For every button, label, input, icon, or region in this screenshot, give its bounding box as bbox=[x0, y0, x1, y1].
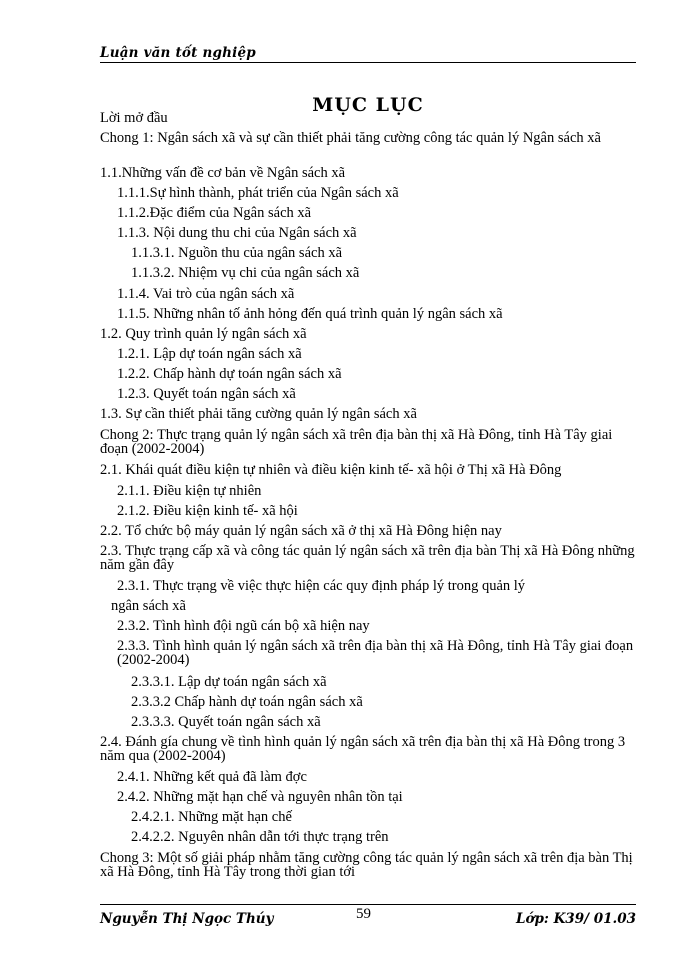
toc-entry: Chong 2: Thực trạng quản lý ngân sách xã trên địa bàn thị xã Hà Đông, tỉnh Hà Tây giai đoạn (2002-2004) bbox=[100, 427, 613, 457]
footer-author: Nguyễn Thị Ngọc Thúy bbox=[100, 911, 274, 927]
toc-entry: 1.1.1.Sự hình thành, phát triển của Ngân sách xã bbox=[117, 185, 399, 201]
toc-entry: 1.1.Những vấn đề cơ bản về Ngân sách xã bbox=[100, 165, 346, 181]
toc-entry: 2.3.3.2 Chấp hành dự toán ngân sách xã bbox=[131, 694, 363, 710]
toc-entry: 2.1. Khái quát điều kiện tự nhiên và điều kiện kinh tế- xã hội ở Thị xã Hà Đông bbox=[100, 462, 562, 478]
toc-entry: 2.3.3.1. Lập dự toán ngân sách xã bbox=[131, 674, 327, 690]
toc-entry: 1.2.2. Chấp hành dự toán ngân sách xã bbox=[117, 366, 342, 382]
toc-entry: 2.3. Thực trạng cấp xã và công tác quản lý ngân sách xã trên địa bàn Thị xã Hà Đông những năm gần đây bbox=[100, 543, 635, 573]
toc-entry: 1.1.3. Nội dung thu chi của Ngân sách xã bbox=[117, 225, 357, 241]
page-title: MỤC LỤC bbox=[312, 94, 424, 116]
toc-entry: 2.4.1. Những kết quả đã làm đợc bbox=[117, 769, 307, 785]
toc-entry: 2.3.3.3. Quyết toán ngân sách xã bbox=[131, 714, 321, 730]
toc-entry: Chong 3: Một số giải pháp nhằm tăng cường công tác quản lý ngân sách xã trên địa bàn Thị xã Hà Đông, tỉnh Hà Tây trong thời gian tới bbox=[100, 850, 633, 880]
toc-entry: 1.2.3. Quyết toán ngân sách xã bbox=[117, 386, 296, 402]
toc-entry: 2.4.2.2. Nguyên nhân dẫn tới thực trạng trên bbox=[131, 829, 389, 845]
toc-entry: ngân sách xã bbox=[111, 598, 186, 614]
toc-entry: 2.3.1. Thực trạng về việc thực hiện các quy định pháp lý trong quản lý bbox=[117, 578, 526, 594]
toc-entry: 2.4.2. Những mặt hạn chế và nguyên nhân tồn tại bbox=[117, 789, 403, 805]
toc-entry: 2.3.2. Tình hình đội ngũ cán bộ xã hiện nay bbox=[117, 618, 370, 634]
toc-entry: 2.4.2.1. Những mặt hạn chế bbox=[131, 809, 292, 825]
toc-entry: 1.1.3.2. Nhiệm vụ chi của ngân sách xã bbox=[131, 265, 360, 281]
footer-class-label: Lớp: K39/ 01.03 bbox=[515, 911, 636, 927]
page-header bbox=[100, 42, 636, 63]
toc-entry: Lời mở đầu bbox=[100, 110, 168, 126]
toc-entry: 2.4. Đánh gía chung về tình hình quản lý ngân sách xã trên địa bàn thị xã Hà Đông trong 3 năm qua (2002-2004) bbox=[100, 734, 626, 764]
toc-entry: 1.1.4. Vai trò của ngân sách xã bbox=[117, 286, 295, 302]
footer-divider bbox=[100, 904, 636, 905]
page-number: 59 bbox=[356, 906, 371, 922]
toc-entry: 1.1.5. Những nhân tố ảnh hỏng đến quá trình quản lý ngân sách xã bbox=[117, 306, 503, 322]
toc-entry: 1.1.2.Đặc điểm của Ngân sách xã bbox=[117, 205, 312, 221]
toc-entry: 2.1.2. Điều kiện kinh tế- xã hội bbox=[117, 503, 298, 519]
toc-entry: 1.3. Sự cần thiết phải tăng cường quản lý ngân sách xã bbox=[100, 406, 417, 422]
toc-entry: 2.1.1. Điều kiện tự nhiên bbox=[117, 483, 262, 499]
toc-entry: 2.3.3. Tình hình quản lý ngân sách xã trên địa bàn thị xã Hà Đông, tỉnh Hà Tây giai đoạn (2002-2004) bbox=[117, 638, 634, 668]
header-text: Luận văn tốt nghiệp bbox=[100, 45, 256, 61]
toc-entry: 2.2. Tổ chức bộ máy quản lý ngân sách xã ở thị xã Hà Đông hiện nay bbox=[100, 523, 502, 539]
toc-entry: 1.2.1. Lập dự toán ngân sách xã bbox=[117, 346, 302, 362]
toc-entry: Chong 1: Ngân sách xã và sự cần thiết phải tăng cường công tác quản lý Ngân sách xã bbox=[100, 130, 601, 146]
toc-entry: 1.1.3.1. Nguồn thu của ngân sách xã bbox=[131, 245, 343, 261]
toc-entry: 1.2. Quy trình quản lý ngân sách xã bbox=[100, 326, 307, 342]
